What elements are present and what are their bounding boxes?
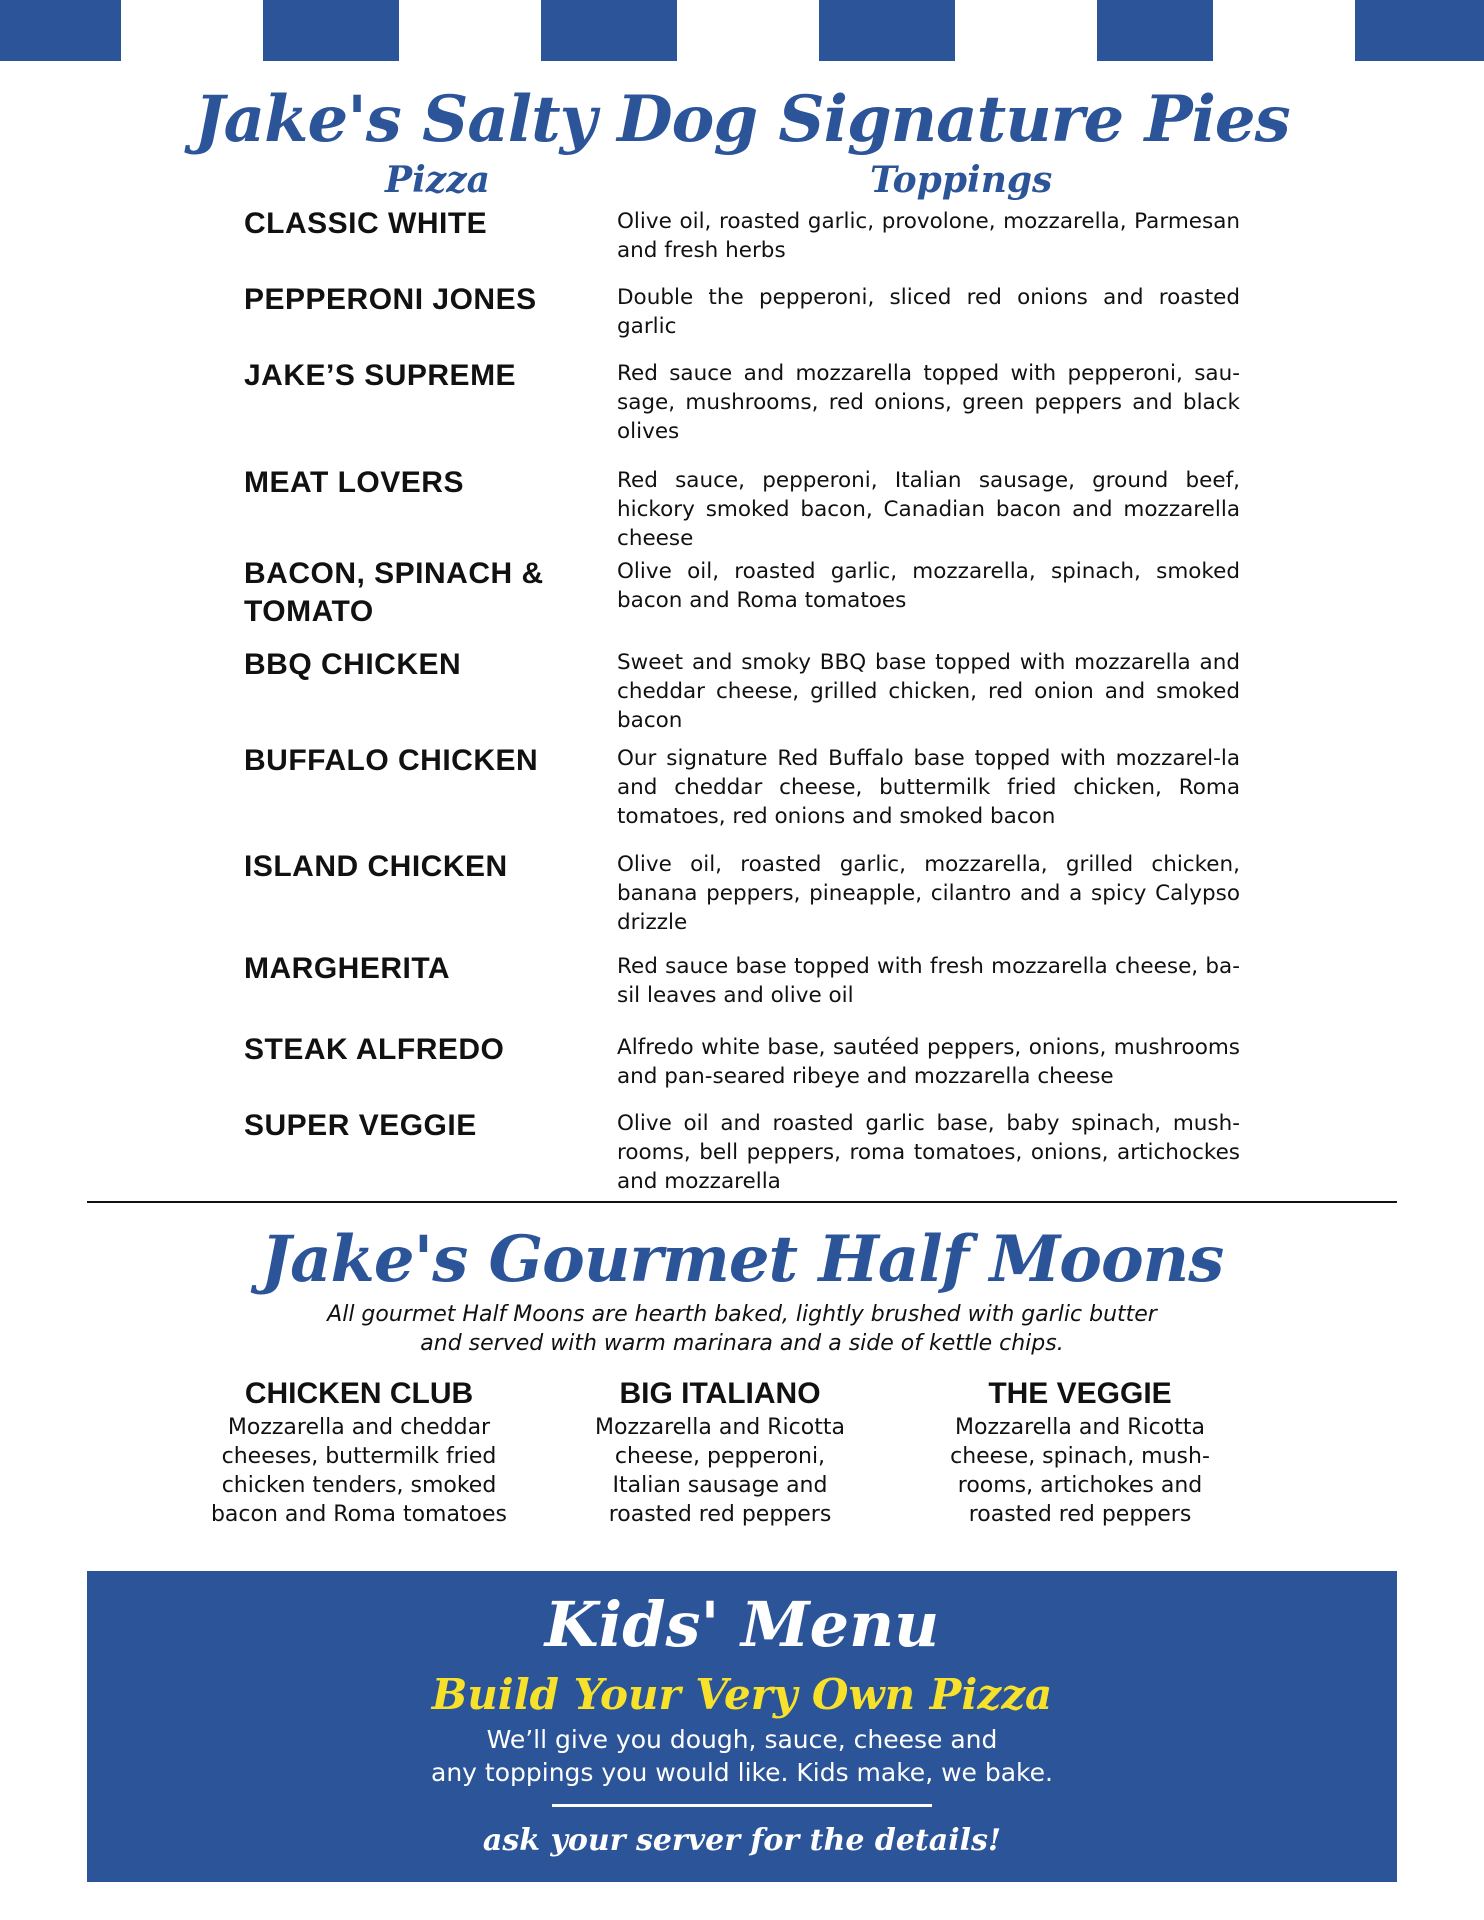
ask-server-note: ask your server for the details! bbox=[482, 1823, 1002, 1858]
pizza-toppings: Sweet and smoky BBQ base topped with mozzarella and cheddar cheese, grilled chicken, red onion and smoked bacon bbox=[617, 650, 1240, 733]
stripe-block bbox=[1097, 0, 1213, 61]
half-moon-description bbox=[915, 1413, 1245, 1529]
desc-line: cheeses, buttermilk fried bbox=[221, 1444, 497, 1469]
pizza-toppings: Red sauce, pepperoni, Italian sausage, ground beef, hickory smoked bacon, Canadian bacon and mozzarella cheese bbox=[617, 468, 1240, 551]
half-moon-the-veggie bbox=[915, 1375, 1245, 1529]
half-moons-intro bbox=[242, 1300, 1242, 1358]
pizza-toppings: Our signature Red Buffalo base topped with mozzarel-la and cheddar cheese, buttermilk fried chicken, Roma tomatoes, red onions and smoked bacon bbox=[617, 746, 1240, 829]
kids-menu-title: Kids' Menu bbox=[544, 1588, 940, 1661]
desc-line: Mozzarella and Ricotta bbox=[955, 1415, 1205, 1440]
pizza-toppings: Olive oil and roasted garlic base, baby spinach, mush-rooms, bell peppers, roma tomatoes, onions, artichockes and mozzarella bbox=[617, 1111, 1240, 1194]
pizza-name: BUFFALO CHICKEN bbox=[244, 744, 539, 777]
half-moon-name: THE VEGGIE bbox=[988, 1377, 1172, 1410]
desc-line: rooms, artichokes and bbox=[957, 1473, 1203, 1498]
pizza-toppings: Olive oil, roasted garlic, mozzarella, spinach, smoked bacon and Roma tomatoes bbox=[617, 559, 1240, 613]
stripe-block bbox=[541, 0, 677, 61]
top-stripe-decoration bbox=[0, 0, 1484, 61]
kids-text-line: We’ll give you dough, sauce, cheese and bbox=[486, 1725, 998, 1754]
desc-line: roasted red peppers bbox=[608, 1502, 832, 1527]
pizza-name: PEPPERONI JONES bbox=[244, 283, 537, 316]
pizza-toppings: Olive oil, roasted garlic, provolone, mozzarella, Parmesan and fresh herbs bbox=[617, 209, 1240, 263]
half-moon-description bbox=[194, 1413, 524, 1529]
half-moon-name: CHICKEN CLUB bbox=[244, 1377, 474, 1410]
stripe-block bbox=[1355, 0, 1484, 61]
desc-line: Mozzarella and cheddar bbox=[227, 1415, 491, 1440]
half-moon-big-italiano bbox=[555, 1375, 885, 1529]
kids-menu-text bbox=[87, 1723, 1397, 1789]
desc-line: roasted red peppers bbox=[968, 1502, 1192, 1527]
pizza-toppings: Red sauce and mozzarella topped with pepperoni, sau-sage, mushrooms, red onions, green peppers and black olives bbox=[617, 361, 1240, 444]
desc-line: Italian sausage and bbox=[612, 1473, 828, 1498]
pizza-name: MEAT LOVERS bbox=[244, 466, 464, 499]
desc-line: cheese, spinach, mush- bbox=[950, 1444, 1210, 1469]
pizza-name: SUPER VEGGIE bbox=[244, 1109, 477, 1142]
desc-line: bacon and Roma tomatoes bbox=[210, 1502, 508, 1527]
kids-text-line: any toppings you would like. Kids make, we bake. bbox=[431, 1758, 1053, 1787]
kids-menu-panel bbox=[87, 1571, 1397, 1882]
pizza-name: STEAK ALFREDO bbox=[244, 1033, 505, 1066]
half-moon-chicken-club bbox=[194, 1375, 524, 1529]
desc-line: chicken tenders, smoked bbox=[221, 1473, 497, 1498]
pizza-name: BBQ CHICKEN bbox=[244, 648, 462, 681]
intro-line: All gourmet Half Moons are hearth baked, lightly brushed with garlic butter bbox=[327, 1302, 1157, 1327]
pizza-name: CLASSIC WHITE bbox=[244, 207, 488, 240]
intro-line: and served with warm marinara and a side of kettle chips. bbox=[420, 1331, 1064, 1356]
desc-line: Mozzarella and Ricotta bbox=[595, 1415, 845, 1440]
desc-line: cheese, pepperoni, bbox=[614, 1444, 826, 1469]
half-moon-name: BIG ITALIANO bbox=[619, 1377, 821, 1410]
pizza-name: JAKE’S SUPREME bbox=[244, 359, 517, 392]
kids-divider bbox=[552, 1804, 932, 1807]
pizza-name: ISLAND CHICKEN bbox=[244, 850, 508, 883]
pizza-column-header: Pizza bbox=[385, 159, 490, 201]
pizza-toppings: Red sauce base topped with fresh mozzarella cheese, ba-sil leaves and olive oil bbox=[617, 954, 1240, 1008]
stripe-block bbox=[0, 0, 121, 61]
pizza-toppings: Double the pepperoni, sliced red onions and roasted garlic bbox=[617, 285, 1240, 339]
section-divider bbox=[87, 1201, 1397, 1203]
pizza-toppings: Olive oil, roasted garlic, mozzarella, grilled chicken, banana peppers, pineapple, cilantro and a spicy Calypso drizzle bbox=[617, 852, 1240, 935]
half-moon-description bbox=[555, 1413, 885, 1529]
toppings-column-header: Toppings bbox=[870, 159, 1053, 201]
pizza-name: BACON, SPINACH & TOMATO bbox=[244, 557, 544, 628]
pizza-toppings: Alfredo white base, sautéed peppers, onions, mushrooms and pan-seared ribeye and mozzarella cheese bbox=[617, 1035, 1240, 1089]
stripe-block bbox=[263, 0, 399, 61]
signature-pies-title: Jake's Salty Dog Signature Pies bbox=[194, 82, 1290, 157]
pizza-name: MARGHERITA bbox=[244, 952, 451, 985]
stripe-block bbox=[819, 0, 955, 61]
kids-menu-subtitle: Build Your Very Own Pizza bbox=[431, 1670, 1053, 1719]
half-moons-title: Jake's Gourmet Half Moons bbox=[260, 1222, 1224, 1297]
